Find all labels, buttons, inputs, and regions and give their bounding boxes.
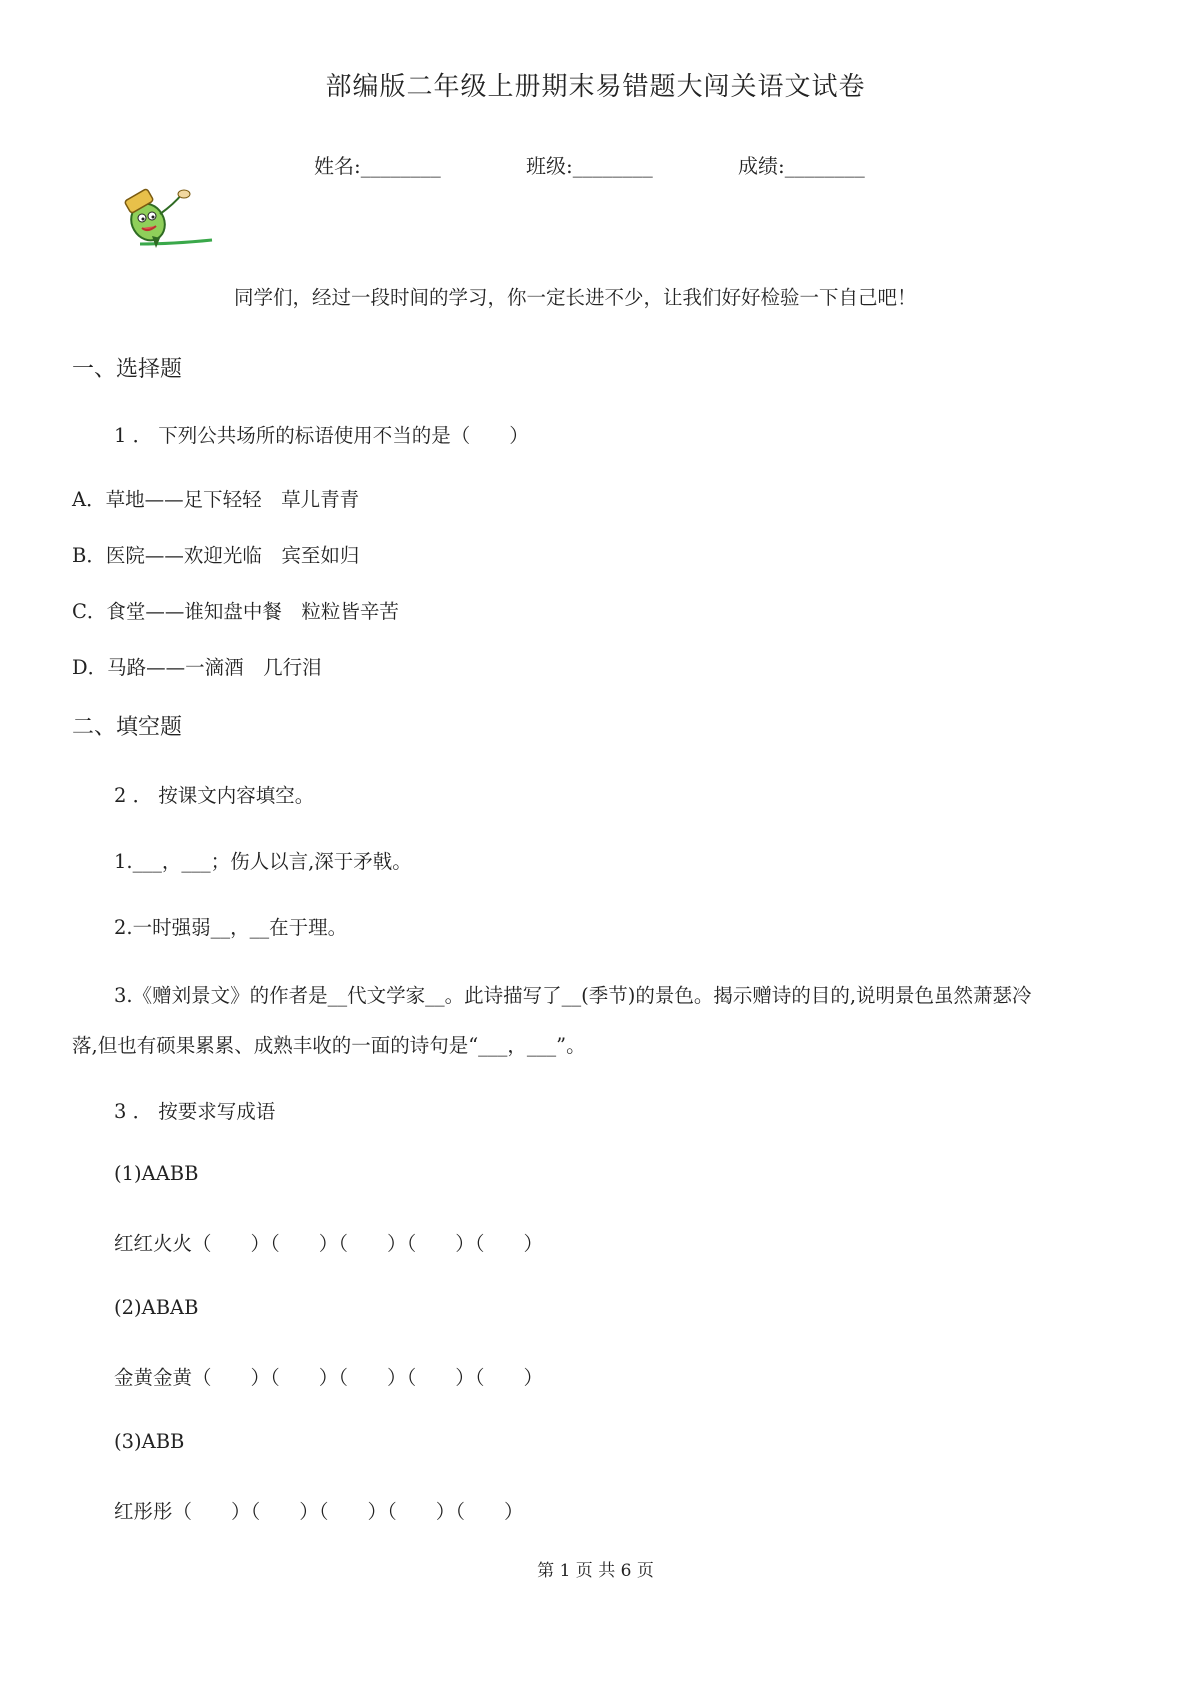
question-3-part-2-label: (2)ABAB	[114, 1296, 199, 1319]
question-1-option-b: B．医院——欢迎光临 宾至如归	[72, 544, 360, 567]
page-title: 部编版二年级上册期末易错题大闯关语文试卷	[325, 72, 866, 102]
question-3-part-1-label: (1)AABB	[114, 1162, 199, 1185]
question-1-option-a: A．草地——足下轻轻 草儿青青	[72, 488, 360, 511]
question-2-line-1: 1.___，___；伤人以言,深于矛戟。	[114, 850, 412, 873]
question-3-part-2-line: 金黄金黄（ ）（ ）（ ）（ ）（ ）	[114, 1366, 544, 1389]
name-field: 姓名:________	[314, 154, 441, 178]
section-heading-choice: 一、选择题	[72, 357, 183, 382]
page-footer: 第 1 页 共 6 页	[537, 1561, 654, 1581]
question-1-option-d: D．马路——一滴酒 几行泪	[72, 656, 322, 679]
pencil-mascot-icon	[112, 186, 216, 260]
question-2-line-3: 3.《赠刘景文》的作者是__代文学家__。此诗描写了__(季节)的景色。揭示赠诗的目的,说明景色虽然萧瑟冷	[114, 984, 1032, 1007]
question-2-stem: 2 ． 按课文内容填空。	[114, 784, 315, 807]
question-3-part-1-line: 红红火火（ ）（ ）（ ）（ ）（ ）	[114, 1232, 544, 1255]
section-heading-fill: 二、填空题	[72, 715, 183, 740]
class-field: 班级:________	[526, 154, 653, 178]
question-1-stem: 1 ． 下列公共场所的标语使用不当的是（ ）	[114, 424, 529, 447]
question-3-part-3-label: (3)ABB	[114, 1430, 185, 1453]
score-field: 成绩:________	[738, 154, 865, 178]
question-3-stem: 3 ． 按要求写成语	[114, 1100, 276, 1123]
question-2-line-2: 2.一时强弱__，__在于理。	[114, 916, 348, 939]
question-3-part-3-line: 红彤彤（ ）（ ）（ ）（ ）（ ）	[114, 1500, 524, 1523]
question-2-line-3-continued: 落,但也有硕果累累、成熟丰收的一面的诗句是“___，___”。	[72, 1034, 586, 1057]
intro-text: 同学们，经过一段时间的学习，你一定长进不少，让我们好好检验一下自己吧！	[234, 286, 917, 309]
question-1-option-c: C．食堂——谁知盘中餐 粒粒皆辛苦	[72, 600, 399, 623]
